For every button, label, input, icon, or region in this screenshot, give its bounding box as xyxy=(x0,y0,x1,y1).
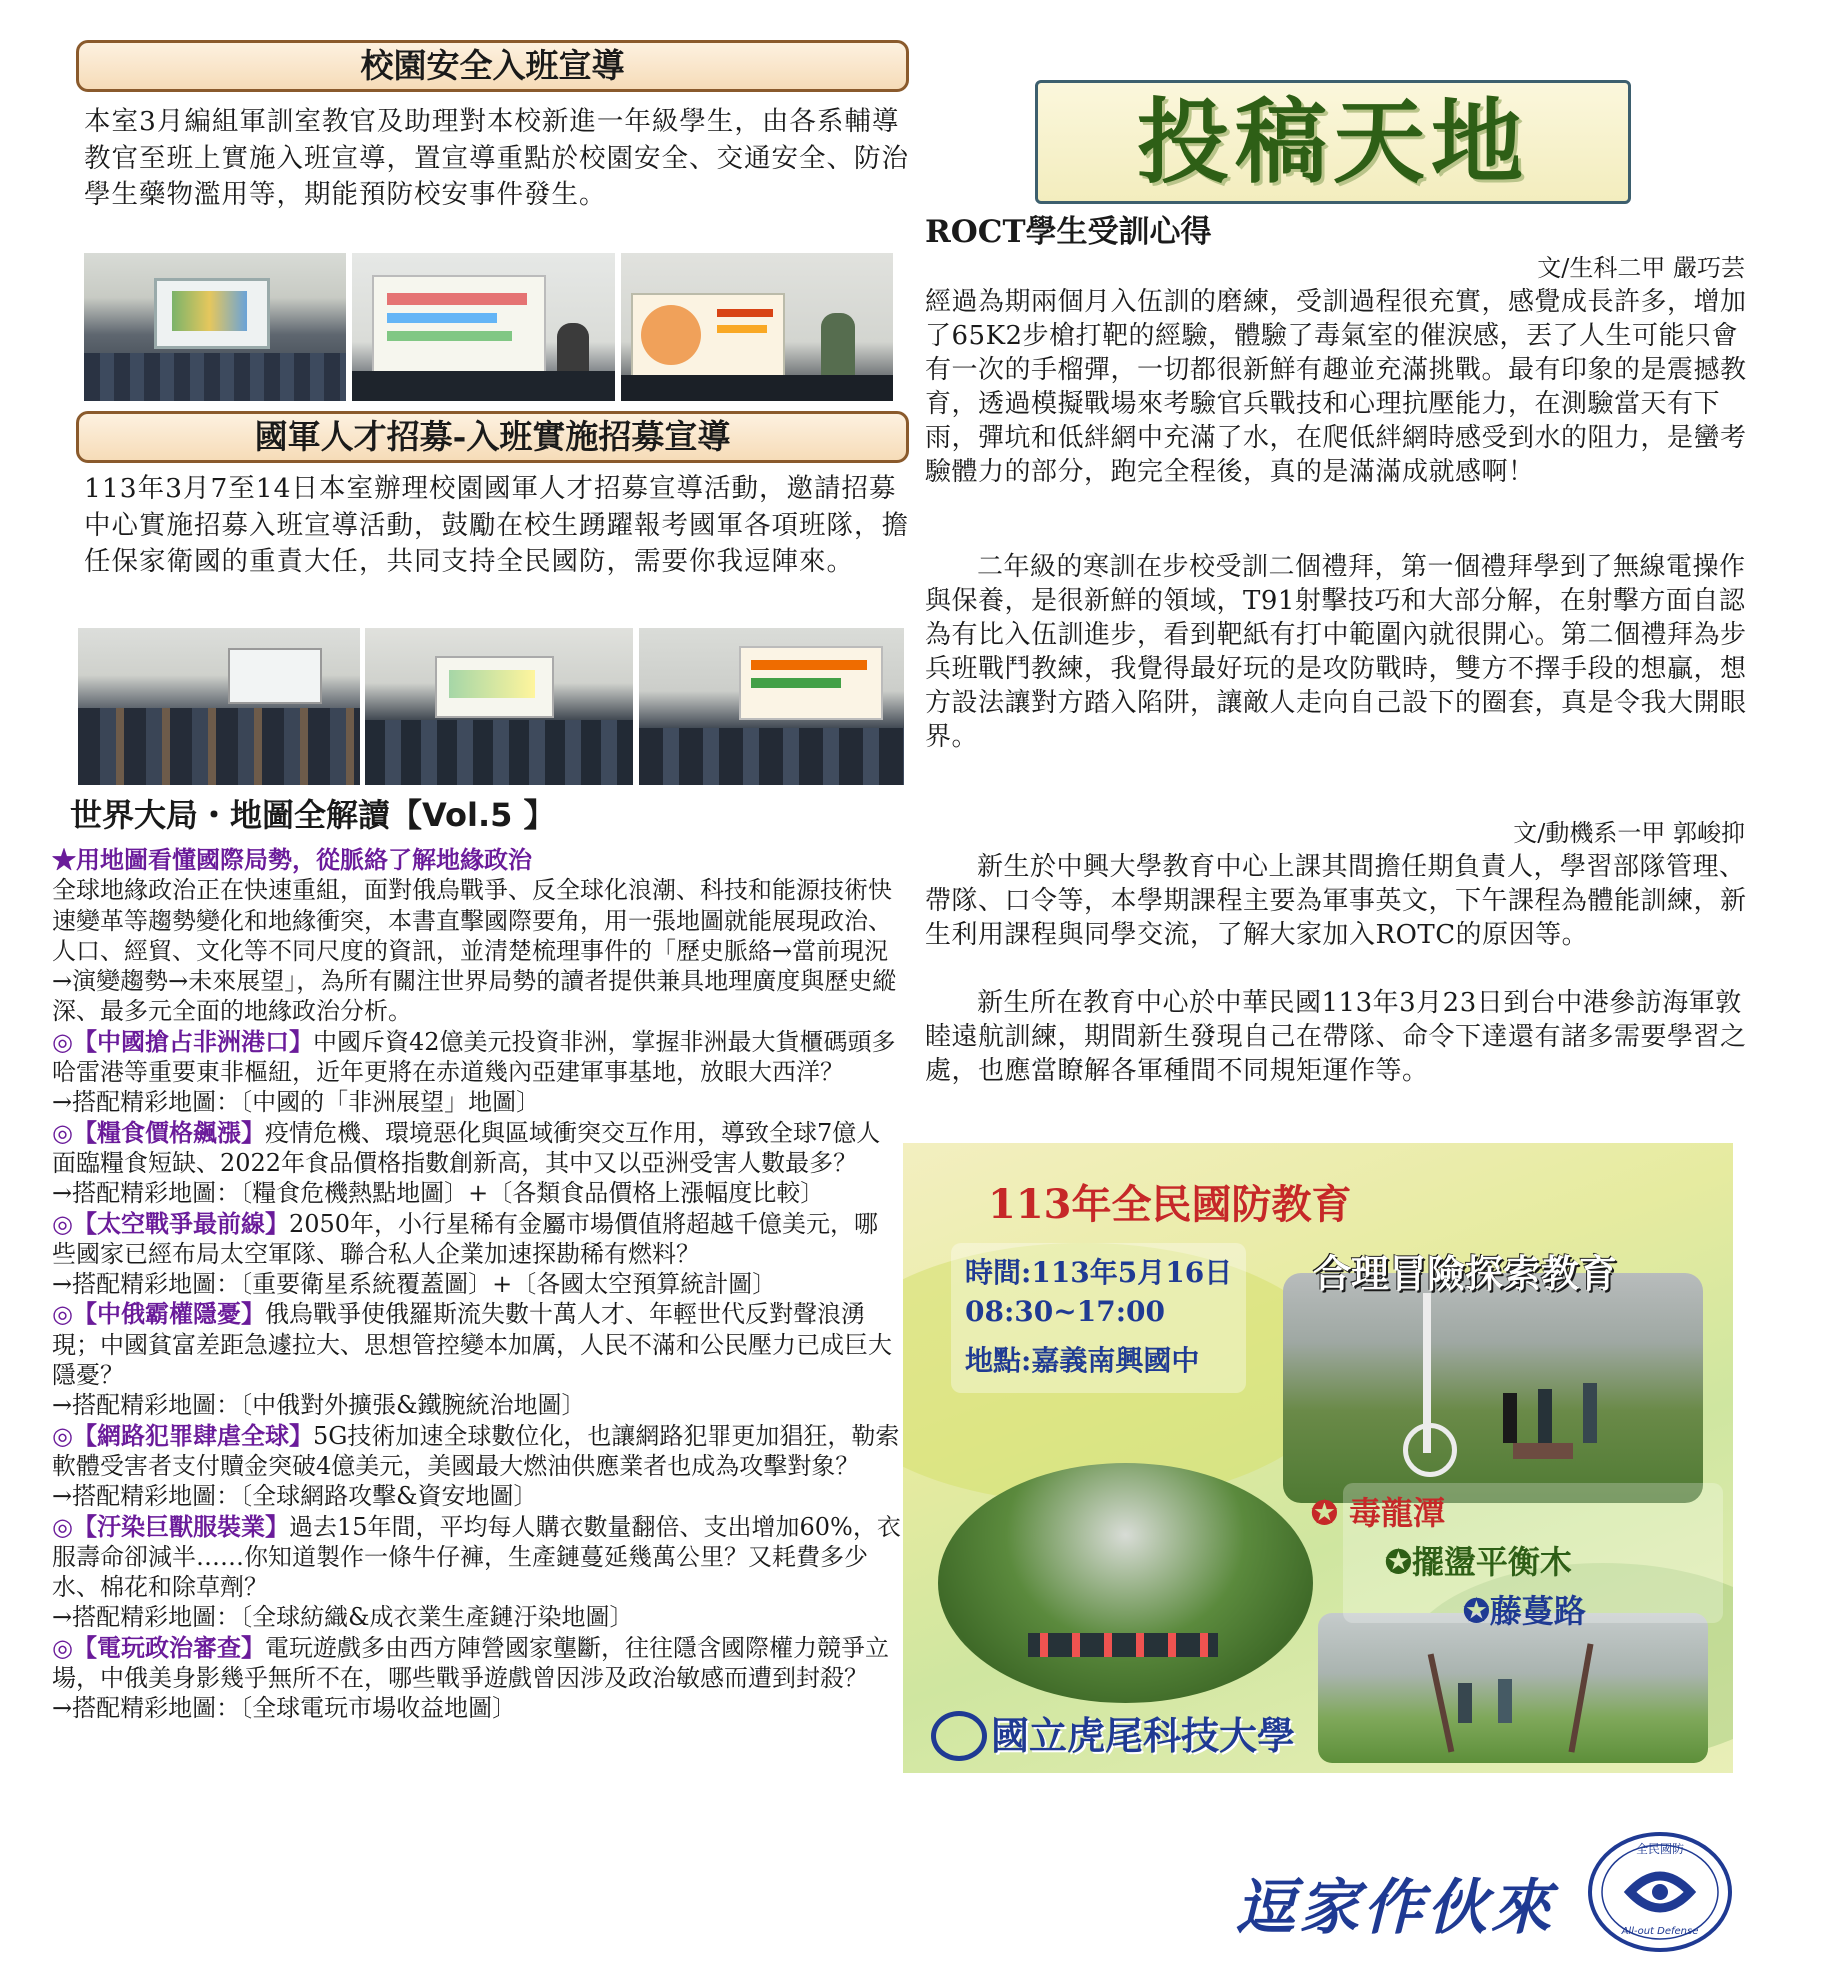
world-item-tag: ◎【中俄霸權隱憂】 xyxy=(52,1299,265,1329)
world-item-map: →搭配精彩地圖：〔重要衛星系統覆蓋圖〕+〔各國太空預算統計圖〕 xyxy=(52,1270,777,1299)
contrib-banner xyxy=(1035,80,1631,204)
world-item xyxy=(52,1027,902,1088)
world-intro: 全球地緣政治正在快速重組，面對俄烏戰爭、反全球化浪潮、科技和能源技術快速變革等趨勢變化和地緣衝突，本書直擊國際要角，用一張地圖就能展現政治、人口、經貿、文化等不同尺度的資訊，並清楚梳理事件的「歷史脈絡→當前現況→演變趨勢→未來展望」，為所有關注世界局勢的讀者提供兼具地理廣度與歷史縱深、最多元全面的地緣政治分析。 xyxy=(52,876,897,1026)
poster-school: 國立虎尾科技大學 xyxy=(991,1713,1296,1758)
world-item-map: →搭配精彩地圖：〔中俄對外擴張&鐵腕統治地圖〕 xyxy=(52,1391,586,1420)
world-item xyxy=(52,1299,902,1390)
poster-place: 地點:嘉義南興國中 xyxy=(965,1344,1200,1377)
contrib-author-1: 文/生科二甲 嚴巧芸 xyxy=(1537,254,1745,282)
world-item-tag: ◎【網路犯罪肆虐全球】 xyxy=(52,1420,313,1450)
world-item-map: →搭配精彩地圖：〔中國的「非洲展望」地圖〕 xyxy=(52,1088,541,1117)
contrib-paragraph-4: 新生所在教育中心於中華民國113年3月23日到台中港參訪海軍敦睦遠航訓練，期間新生發現自己在帶隊、命令下達還有諸多需要學習之處，也應當瞭解各軍種間不同規矩運作等。 xyxy=(925,988,1747,1086)
recruitment-title: 國軍人才招募-入班實施招募宣導 xyxy=(254,417,731,456)
star-icon: ✪ xyxy=(1385,1543,1412,1581)
campus-safety-photo-2 xyxy=(352,253,615,401)
world-item xyxy=(52,1633,902,1694)
world-item-text: 過去15年間，平均每人購衣數量翻倍、支出增加60%，衣服壽命卻減半……你知道製作一條牛仔褲，生產鏈蔓延幾萬公里？又耗費多少水、棉花和除草劑？ xyxy=(52,1512,901,1602)
star-icon: ✪ xyxy=(1463,1592,1490,1630)
contrib-paragraph-2: 二年級的寒訓在步校受訓二個禮拜，第一個禮拜學到了無線電操作與保養，是很新鮮的領域，T91射擊技巧和大部分解，在射擊方面自認為有比入伍訓進步，看到靶紙有打中範圍內就很開心。第二個禮拜為步兵班戰鬥教練，我覺得最好玩的是攻防戰時，雙方不擇手段的想贏，想方設法讓對方踏入陷阱，讓敵人走向自己設下的圈套，真是令我大開眼界。 xyxy=(925,552,1747,752)
world-item-tag: ◎【太空戰爭最前線】 xyxy=(52,1208,289,1238)
event-poster xyxy=(903,1143,1733,1773)
recruitment-photo-1 xyxy=(78,628,360,785)
contrib-banner-text: 投稿天地 xyxy=(1136,88,1529,196)
world-title: 世界大局・地圖全解讀【Vol.5 】 xyxy=(70,796,556,834)
world-item-text: 疫情危機、環境惡化與區域衝突交互作用，導致全球7億人面臨糧食短缺、2022年食品價格指數創新高，其中又以亞洲受害人數最多？ xyxy=(52,1118,881,1177)
poster-photo-ropes xyxy=(1283,1273,1703,1503)
seal-bottom-text: All-out Defense xyxy=(1621,1926,1699,1937)
world-item-map: →搭配精彩地圖：〔全球網路攻擊&資安地圖〕 xyxy=(52,1482,538,1511)
campus-safety-body: 本室3月編組軍訓室教官及助理對本校新進一年級學生，由各系輔導教官至班上實施入班宣導，置宣導重點於校園安全、交通安全、防治學生藥物濫用等，期能預防校安事件發生。 xyxy=(84,106,909,210)
world-item-text: 中國斥資42億美元投資非洲，掌握非洲最大貨櫃碼頭多哈雷港等重要東非樞紐，近年更將在赤道幾內亞建軍事基地，放眼大西洋？ xyxy=(52,1027,896,1087)
world-item-text: 電玩遊戲多由西方陣營國家壟斷，往往隱含國際權力競爭立場，中俄美身影幾乎無所不在，哪些戰爭遊戲曾因涉及政治敏感而遭到封殺？ xyxy=(52,1633,889,1693)
world-item-tag: ◎【電玩政治審查】 xyxy=(52,1632,265,1662)
recruitment-photo-2 xyxy=(365,628,633,785)
world-item-tag: ◎【汙染巨獸服裝業】 xyxy=(52,1511,289,1541)
star-icon: ✪ xyxy=(1311,1494,1349,1532)
school-logo-icon xyxy=(931,1711,987,1761)
campus-safety-photo-3 xyxy=(621,253,893,401)
contrib-author-2: 文/動機系一甲 郭峻抑 xyxy=(1513,819,1745,847)
all-out-defense-seal xyxy=(1585,1830,1735,1955)
poster-activity-2: ✪擺盪平衡木 xyxy=(1385,1543,1572,1581)
recruitment-photo-3 xyxy=(639,628,904,785)
poster-activity-1: ✪ 毒龍潭 xyxy=(1311,1494,1445,1532)
world-item-tag: ◎【糧食價格飆漲】 xyxy=(52,1117,265,1147)
world-item-map: →搭配精彩地圖：〔糧食危機熱點地圖〕+〔各類食品價格上漲幅度比較〕 xyxy=(52,1179,825,1208)
world-item-text: 俄烏戰爭使俄羅斯流失數十萬人才、年輕世代反對聲浪湧現；中國貧富差距急遽拉大、思想管控變本加厲，人民不滿和公民壓力已成巨大隱憂？ xyxy=(52,1300,892,1390)
contrib-article-title: ROCT學生受訓心得 xyxy=(925,214,1212,250)
contrib-paragraph-1: 經過為期兩個月入伍訓的磨練，受訓過程很充實，感覺成長許多，增加了65K2步槍打靶的經驗，體驗了毒氣室的催淚感，丟了人生可能只會有一次的手榴彈，一切都很新鮮有趣並充滿挑戰。最有印象的是震撼教育，透過模擬戰場來考驗官兵戰技和心理抗壓能力，在測驗當天有下雨，彈坑和低絆網中充滿了水，在爬低絆網時感受到水的阻力，是蠻考驗體力的部分，跑完全程後，真的是滿滿成就感啊！ xyxy=(925,287,1747,487)
world-item-map: →搭配精彩地圖：〔全球電玩市場收益地圖〕 xyxy=(52,1694,517,1723)
contrib-paragraph-3: 新生於中興大學教育中心上課其間擔任期負責人，學習部隊管理、帶隊、口令等，本學期課程主要為軍事英文，下午課程為體能訓練，新生利用課程與同學交流，了解大家加入ROTC的原因等。 xyxy=(925,852,1747,950)
poster-photo-field xyxy=(1318,1613,1708,1763)
poster-time: 時間:113年5月16日 xyxy=(965,1256,1233,1289)
world-item xyxy=(52,1209,902,1270)
footer-slogan: 逗家作伙來 xyxy=(1235,1873,1555,1943)
campus-safety-title: 校園安全入班宣導 xyxy=(360,46,625,85)
world-item-map: →搭配精彩地圖：〔全球紡織&成衣業生產鏈汙染地圖〕 xyxy=(52,1603,634,1632)
campus-safety-photo-1 xyxy=(84,253,346,401)
recruitment-body: 113年3月7至14日本室辦理校園國軍人才招募宣導活動，邀請招募中心實施招募入班宣導活動，鼓勵在校生踴躍報考國軍各項班隊，擔任保家衛國的重責大任，共同支持全民國防，需要你我逗陣來。 xyxy=(84,473,909,577)
world-item-text: 2050年，小行星稀有金屬市場價值將超越千億美元，哪些國家已經布局太空軍隊、聯合私人企業加速探勘稀有燃料？ xyxy=(52,1209,879,1268)
world-section xyxy=(52,845,902,1724)
seal-top-text: 全民國防 xyxy=(1635,1842,1684,1856)
world-item-text: 5G技術加速全球數位化，也讓網路犯罪更加猖狂，勒索軟體受害者支付贖金突破4億美元，美國最大燃油供應業者也成為攻擊對象？ xyxy=(52,1421,900,1480)
recruitment-banner xyxy=(76,411,909,463)
world-item xyxy=(52,1118,902,1179)
world-item xyxy=(52,1421,902,1482)
poster-photo-forest xyxy=(938,1463,1313,1703)
poster-hours: 08:30~17:00 xyxy=(965,1295,1165,1328)
poster-headline: 合理冒險探索教育 xyxy=(1313,1251,1618,1296)
world-subtitle: ★用地圖看懂國際局勢，從脈絡了解地緣政治 xyxy=(52,845,532,874)
poster-title: 113年全民國防教育 xyxy=(988,1181,1352,1228)
poster-activity-3: ✪藤蔓路 xyxy=(1463,1592,1586,1630)
world-item xyxy=(52,1512,902,1603)
campus-safety-banner xyxy=(76,40,909,92)
world-item-tag: ◎【中國搶占非洲港口】 xyxy=(52,1026,313,1056)
